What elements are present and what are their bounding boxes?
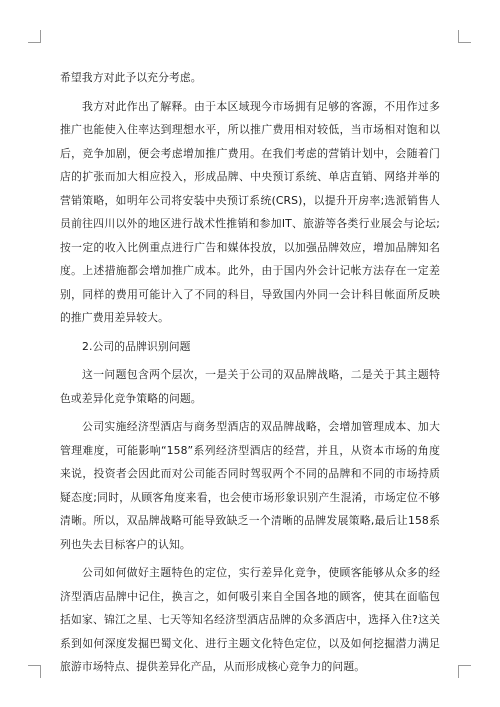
crop-mark-bottom-right — [458, 665, 471, 678]
paragraph-continuation: 希望我方对此予以充分考虑。 — [60, 71, 202, 84]
paragraph-explanation: 我方对此作出了解释。由于本区域现今市场拥有足够的客源，不用作过多推广也能使入住率达到理想水平，所以推广费用相对较低，当市场相对饱和以后，竞争加剧，便会考虑增加推广费用。在我们考虑的营销计划中，会随着门店的扩张而加大相应投入，形成品牌、中央预订系统、单店直销、网络并举的营销策略，如明年公司将安装中央预订系统(CRS)，以提升开房率;选派销售人员前往四川以外的地区进行战术性推销和参加IT、旅游等各类行业展会与论坛;按一定的收入比例重点进行广告和媒体投放，以加强品牌效应，增加品牌知名度。上述措施都会增加推广成本。此外，由于国内外会计记帐方法存在一定差别，同样的费用可能计入了不同的科目，导致国内外同一会计科目帐面所反映的推广费用差异较大。 — [60, 99, 440, 324]
document-body — [60, 66, 440, 684]
paragraph-theme-positioning: 公司如何做好主题特色的定位，实行差异化竞争，使顾客能够从众多的经济型酒店品牌中记住，换言之，如何吸引来自全国各地的顾客，使其在面临包括如家、锦江之星、七天等知名经济型酒店品牌的众多酒店中，选择入住?这关系到如何深度发掘巴蜀文化、进行主题文化特色定位，以及如何挖掘潜力满足旅游市场特点、提供差异化产品，从而形成核心竞争力的问题。 — [60, 566, 440, 673]
crop-mark-top-right — [458, 30, 471, 43]
paragraph-dual-brand: 公司实施经济型酒店与商务型酒店的双品牌战略，会增加管理成本、加大管理难度，可能影响“158”系列经济型酒店的经营，并且，从资本市场的角度来说，投资者会因此而对公司能否同时驾驭两个不同的品牌和不同的市场持质疑态度;同时，从顾客角度来看，也会使市场形象识别产生混淆，市场定位不够清晰。所以，双品牌战略可能导致缺乏一个清晰的品牌发展策略,最后让158系列也失去目标客户的认知。 — [60, 420, 440, 551]
crop-mark-top-left — [28, 30, 41, 43]
paragraph-brand-issue-intro: 这一问题包含两个层次，一是关于公司的双品牌战略，二是关于其主题特色或差异化竞争策略的问题。 — [60, 368, 440, 405]
section-heading: 2.公司的品牌识别问题 — [82, 339, 191, 353]
crop-mark-bottom-left — [28, 665, 41, 678]
